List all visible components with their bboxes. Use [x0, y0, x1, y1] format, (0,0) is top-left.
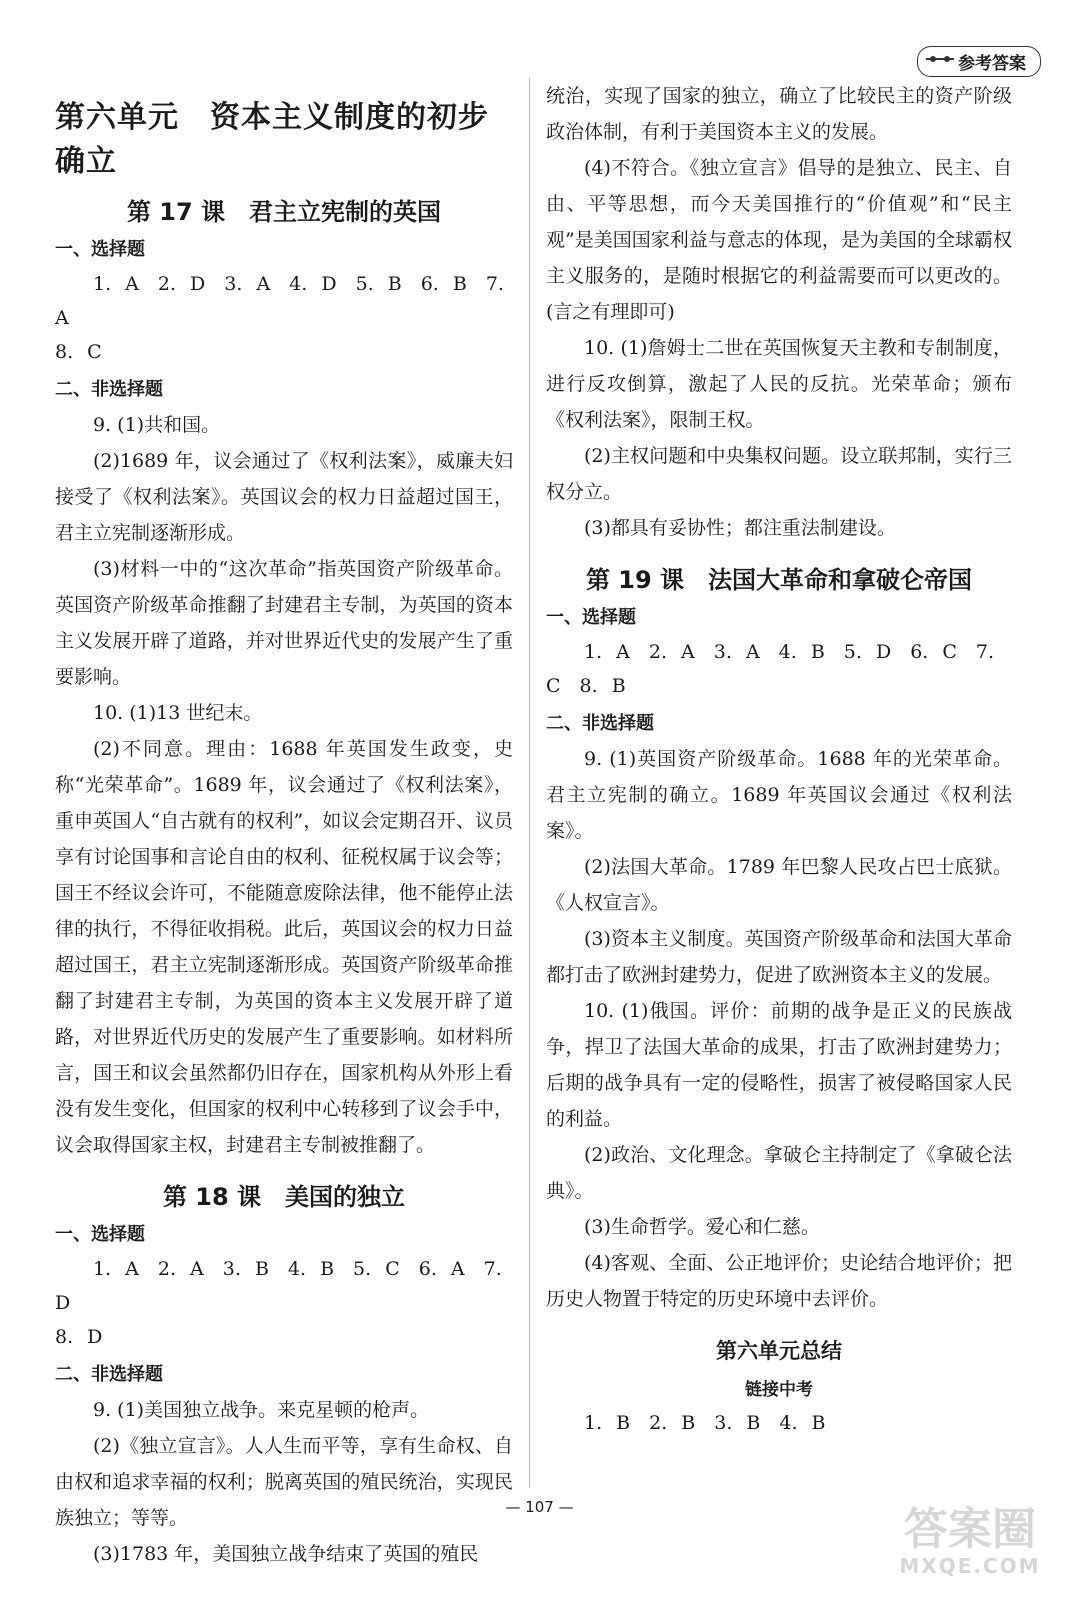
answer-paragraph: (2)法国大革命。1789 年巴黎人民攻占巴士底狱。《人权宣言》。	[546, 856, 1012, 914]
answer-paragraph: (2)1689 年，议会通过了《权利法案》，威廉夫妇接受了《权利法案》。英国议会的权力日益超过国王，君主立宪制逐渐形成。	[55, 450, 513, 544]
answer-paragraph: (3)生命哲学。爱心和仁慈。	[584, 1216, 820, 1238]
section-nonchoice-heading: 二、非选择题	[55, 1364, 163, 1385]
choice-answers-row: 8. D	[55, 1326, 103, 1348]
answer-paragraph: (3)材料一中的“这次革命”指英国资产阶级革命。英国资产阶级革命推翻了封建君主专制，为英国的资本主义发展开辟了道路，并对世界近代史的发展产生了重要影响。	[55, 558, 513, 688]
page-number: — 107 —	[505, 1498, 574, 1516]
answer-paragraph: 统治，实现了国家的独立，确立了比较民主的资产阶级政治体制，有利于美国资本主义的发展。	[546, 85, 1012, 143]
section-choice-heading: 一、选择题	[546, 607, 636, 628]
choice-answers-row: 1. A 2. A 3. A 4. B 5. D 6. C 7. C 8. B	[546, 641, 995, 697]
watermark-domain: MXQE.COM	[899, 1554, 1041, 1578]
answer-paragraph: (3)都具有妥协性；都注重法制建设。	[584, 517, 896, 539]
right-column	[546, 78, 1012, 1440]
unit-summary-title: 第六单元总结	[716, 1339, 842, 1363]
lesson-18-title: 第 18 课 美国的独立	[162, 1183, 406, 1211]
answer-paragraph: (3)1783 年，美国独立战争结束了英国的殖民	[93, 1543, 479, 1565]
header-tag-label: 参考答案	[958, 54, 1026, 74]
answer-paragraph: (2)主权问题和中央集权问题。设立联邦制，实行三权分立。	[546, 445, 1012, 503]
column-divider	[529, 78, 530, 1488]
answer-paragraph: 9. (1)美国独立战争。来克星顿的枪声。	[93, 1399, 430, 1421]
answer-paragraph: (4)客观、全面、公正地评价；史论结合地评价；把历史人物置于特定的历史环境中去评价。	[546, 1252, 1012, 1310]
left-column	[55, 78, 513, 1572]
decorative-dots-icon	[926, 58, 954, 60]
answer-paragraph: (2)《独立宣言》。人人生而平等，享有生命权、自由权和追求幸福的权利；脱离英国的殖民统治，实现民族独立；等等。	[55, 1435, 513, 1529]
answer-paragraph: (3)资本主义制度。英国资产阶级革命和法国大革命都打击了欧洲封建势力，促进了欧洲资本主义的发展。	[546, 928, 1012, 986]
answer-paragraph: (2)不同意。理由：1688 年英国发生政变，史称“光荣革命”。1689 年，议会通过了《权利法案》，重申英国人“自古就有的权利”，如议会定期召开、议员享有讨论国事和言论自由的权利、征税权属于议会等；国王不经议会许可，不能随意废除法律，他不能停止法律的执行，不得征收捐税。此后，英国议会的权力日益超过国王，君主立宪制逐渐形成。英国资产阶级革命推翻了封建君主专制，为英国的资本主义发展开辟了道路，对世界近代历史的发展产生了重要影响。如材料所言，国王和议会虽然都仍旧存在，国家机构从外形上看没有发生变化，但国家的权利中心转移到了议会手中，议会取得国家主权，封建君主专制被推翻了。	[55, 738, 513, 1156]
section-nonchoice-heading: 二、非选择题	[546, 713, 654, 734]
section-choice-heading: 一、选择题	[55, 239, 145, 260]
lesson-19-title: 第 19 课 法国大革命和拿破仑帝国	[585, 566, 973, 594]
choice-answers-row: 1. A 2. A 3. B 4. B 5. C 6. A 7. D	[55, 1258, 502, 1314]
answer-paragraph: 9. (1)英国资产阶级革命。1688 年的光荣革命。君主立宪制的确立。1689 年英国议会通过《权利法案》。	[546, 748, 1012, 842]
choice-answers-row: 8. C	[55, 341, 102, 363]
lesson-17-title: 第 17 课 君主立宪制的英国	[126, 198, 442, 226]
site-watermark-logo	[885, 1504, 1055, 1578]
choice-answers-row: 1. A 2. D 3. A 4. D 5. B 6. B 7. A	[55, 273, 504, 329]
section-nonchoice-heading: 二、非选择题	[55, 379, 163, 400]
answer-paragraph: 10. (1)詹姆士二世在英国恢复天主教和专制制度，进行反攻倒算，激起了人民的反抗。光荣革命；颁布《权利法案》，限制王权。	[546, 337, 1012, 431]
answer-paragraph: 9. (1)共和国。	[93, 414, 221, 436]
answer-key-header-tag	[917, 46, 1041, 77]
answer-paragraph: 10. (1)俄国。评价：前期的战争是正义的民族战争，捍卫了法国大革命的成果，打击了欧洲封建势力；后期的战争具有一定的侵略性，损害了被侵略国家人民的利益。	[546, 1000, 1012, 1130]
watermark-text: 答案圈	[904, 1504, 1036, 1555]
answer-paragraph: (4)不符合。《独立宣言》倡导的是独立、民主、自由、平等思想，而今天美国推行的“价值观”和“民主观”是美国国家利益与意志的体现，是为美国的全球霸权主义服务的，是随时根据它的利益需要而可以更改的。(言之有理即可)	[546, 157, 1012, 323]
unit-title: 第六单元 资本主义制度的初步确立	[55, 100, 489, 179]
section-choice-heading: 一、选择题	[55, 1224, 145, 1245]
answer-paragraph: (2)政治、文化理念。拿破仑主持制定了《拿破仑法典》。	[546, 1144, 1012, 1202]
choice-answers-row: 1. B 2. B 3. B 4. B	[584, 1412, 826, 1434]
exam-link-subtitle: 链接中考	[745, 1380, 813, 1400]
answer-paragraph: 10. (1)13 世纪末。	[93, 702, 263, 724]
